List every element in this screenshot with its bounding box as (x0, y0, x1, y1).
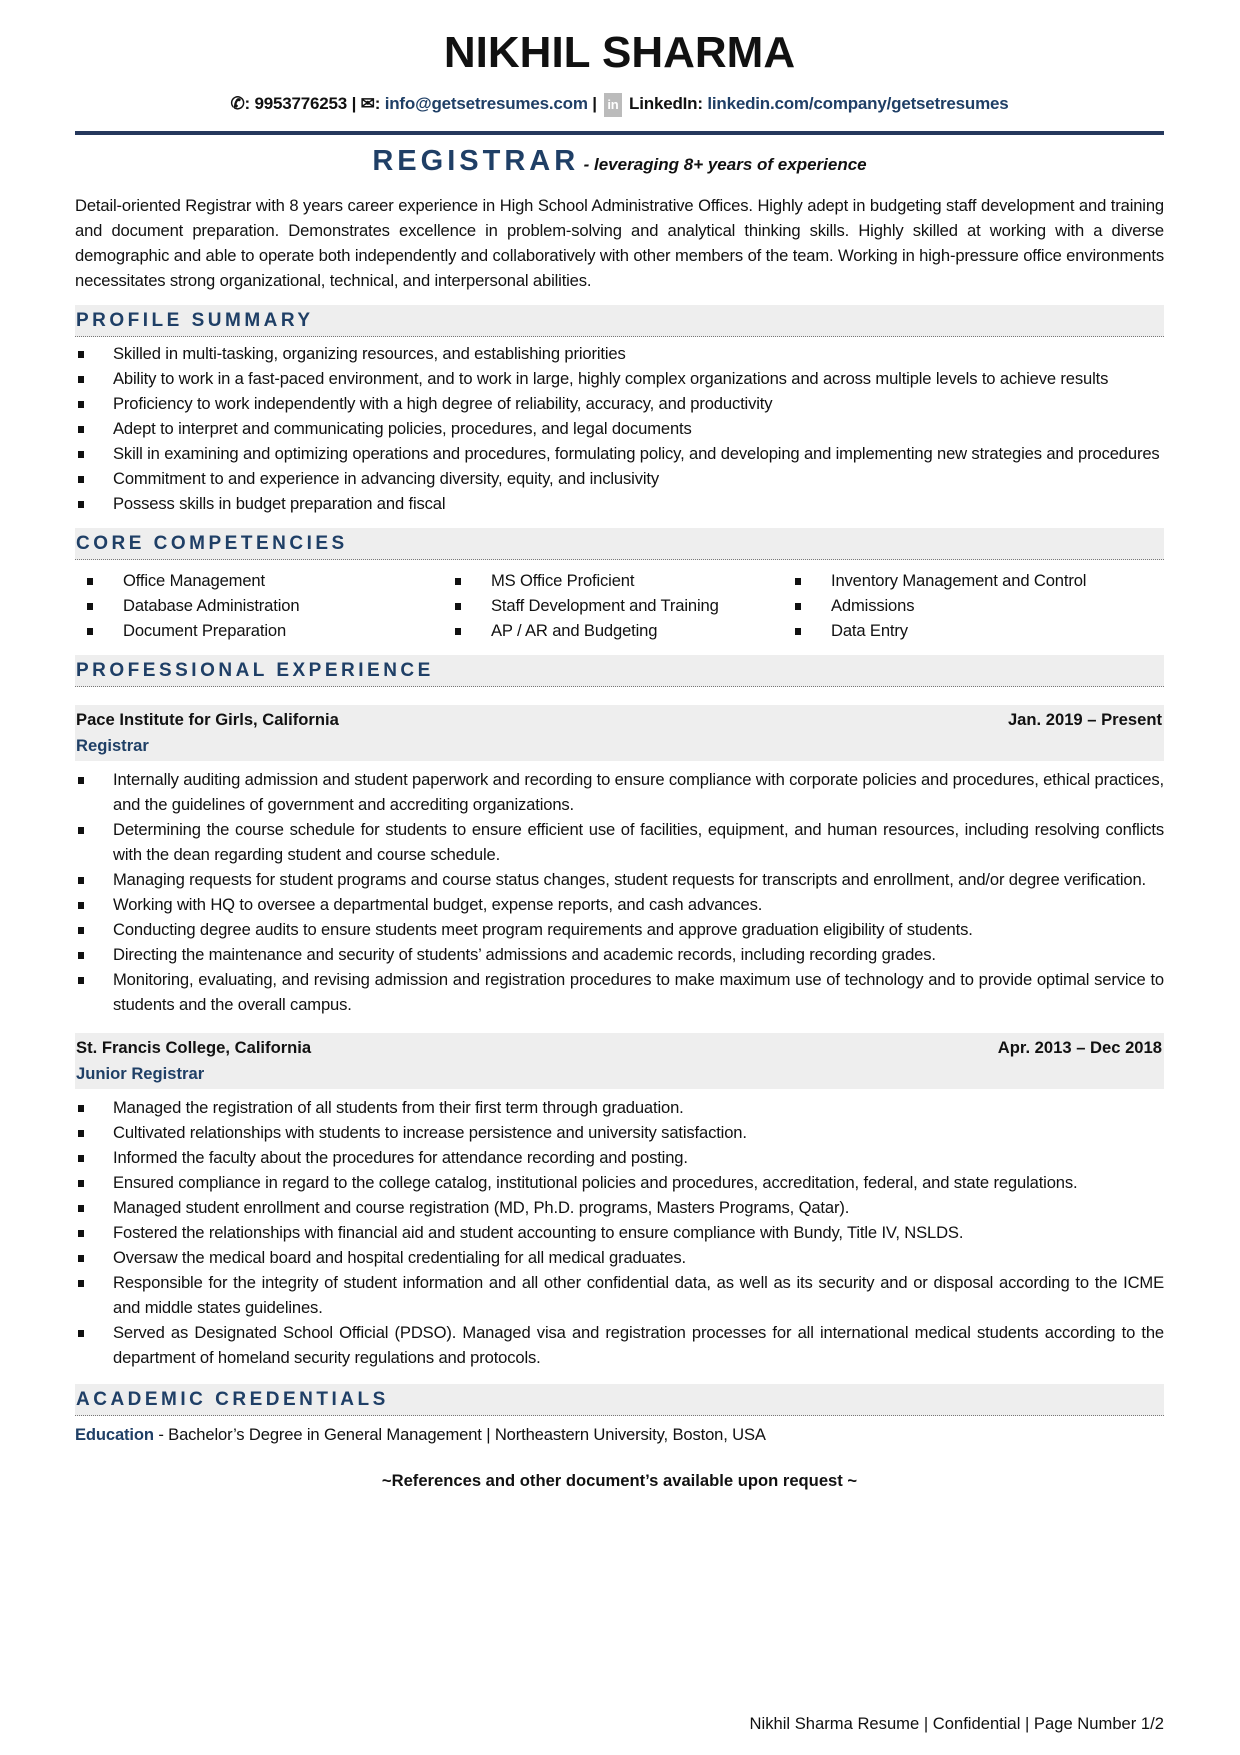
bullet-item: Commitment to and experience in advancing diversity, equity, and inclusivity (75, 466, 1164, 491)
role-tagline: - leveraging 8+ years of experience (583, 155, 867, 174)
bullet-item: Working with HQ to oversee a departmental budget, expense reports, and cash advances. (75, 892, 1164, 917)
phone-icon: ✆: (230, 94, 250, 113)
separator: | (351, 94, 357, 113)
profile-list (75, 341, 1164, 516)
job-dates: Jan. 2019 – Present (1007, 710, 1162, 729)
job-header (75, 705, 1164, 761)
education-entry (75, 1422, 1164, 1447)
section-title: PROFILE SUMMARY (76, 310, 314, 331)
section-title: ACADEMIC CREDENTIALS (76, 1389, 389, 1410)
bullet-item: Managed student enrollment and course registration (MD, Ph.D. programs, Masters Programs, Qatar). (75, 1195, 1164, 1220)
email-link[interactable]: info@getsetresumes.com (384, 94, 588, 113)
bullet-item: Directing the maintenance and security of students’ admissions and academic records, including recording grades. (75, 942, 1164, 967)
competency-column (75, 568, 443, 643)
bullet-item: Managed the registration of all students from their first term through graduation. (75, 1095, 1164, 1120)
references-note: ~References and other document’s available upon request ~ (381, 1471, 858, 1490)
bullet-item: Ability to work in a fast-paced environment, and to work in large, highly complex organizations and across multiple levels to achieve results (75, 366, 1164, 391)
bullet-item: Possess skills in budget preparation and fiscal (75, 491, 1164, 516)
bullet-item: Database Administration (75, 593, 443, 618)
bullet-item: Cultivated relationships with students to increase persistence and university satisfaction. (75, 1120, 1164, 1145)
bullet-item: Monitoring, evaluating, and revising admission and registration procedures to make maximum use of technology and to provide optimal service to students and the overall campus. (75, 967, 1164, 1017)
job-dates: Apr. 2013 – Dec 2018 (997, 1038, 1162, 1057)
job-position: Junior Registrar (76, 1064, 205, 1083)
email-icon: ✉: (360, 94, 381, 113)
bullet-item: Office Management (75, 568, 443, 593)
page-footer: Nikhil Sharma Resume | Confidential | Page Number 1/2 (749, 1714, 1164, 1733)
education-detail: - Bachelor’s Degree in General Management | Northeastern University, Boston, USA (153, 1425, 766, 1444)
bullet-item: Inventory Management and Control (783, 568, 1164, 593)
section-title: CORE COMPETENCIES (76, 533, 348, 554)
job-title (75, 145, 1164, 177)
job-duties (75, 1095, 1164, 1370)
bullet-item: Document Preparation (75, 618, 443, 643)
section-title: PROFESSIONAL EXPERIENCE (76, 660, 434, 681)
header-divider (75, 131, 1164, 135)
resume-page (75, 0, 1164, 1491)
bullet-item: Admissions (783, 593, 1164, 618)
job-position: Registrar (76, 736, 149, 755)
phone-number: 9953776253 (254, 94, 348, 113)
section-header-profile (75, 305, 1164, 337)
bullet-item: Fostered the relationships with financial aid and student accounting to ensure compliance with Bundy, Title IV, NSLDS. (75, 1220, 1164, 1245)
bullet-item: Skilled in multi-tasking, organizing resources, and establishing priorities (75, 341, 1164, 366)
contact-line (75, 92, 1164, 116)
experience-list (75, 705, 1164, 1370)
bullet-item: Informed the faculty about the procedures for attendance recording and posting. (75, 1145, 1164, 1170)
bullet-item: Responsible for the integrity of student information and all other confidential data, as well as its security and or disposal according to the ICME and middle states guidelines. (75, 1270, 1164, 1320)
linkedin-icon: in (604, 93, 621, 117)
bullet-item: AP / AR and Budgeting (443, 618, 783, 643)
education-label: Education (75, 1425, 154, 1444)
competencies-grid (75, 568, 1164, 643)
section-header-academic (75, 1384, 1164, 1416)
candidate-name: NIKHIL SHARMA (443, 28, 796, 77)
bullet-item: Data Entry (783, 618, 1164, 643)
bullet-item: Determining the course schedule for students to ensure efficient use of facilities, equipment, and human resources, including resolving conflicts with the dean regarding student and course schedule. (75, 817, 1164, 867)
bullet-item: Internally auditing admission and student paperwork and recording to ensure compliance with corporate policies and procedures, ethical practices, and the guidelines of government and accrediting organizations. (75, 767, 1164, 817)
linkedin-link[interactable]: linkedin.com/company/getsetresumes (707, 94, 1009, 113)
role-title: REGISTRAR (372, 145, 580, 177)
bullet-item: Proficiency to work independently with a high degree of reliability, accuracy, and productivity (75, 391, 1164, 416)
bullet-item: Managing requests for student programs and course status changes, student requests for transcripts and enrollment, and/or degree verification. (75, 867, 1164, 892)
job-header (75, 1033, 1164, 1089)
bullet-item: Oversaw the medical board and hospital credentialing for all medical graduates. (75, 1245, 1164, 1270)
bullet-item: Ensured compliance in regard to the college catalog, institutional policies and procedures, accreditation, federal, and state regulations. (75, 1170, 1164, 1195)
bullet-item: Staff Development and Training (443, 593, 783, 618)
bullet-item: Skill in examining and optimizing operations and procedures, formulating policy, and developing and implementing new strategies and procedures (75, 441, 1164, 466)
bullet-item: Adept to interpret and communicating policies, procedures, and legal documents (75, 416, 1164, 441)
job-duties (75, 767, 1164, 1017)
section-header-experience (75, 655, 1164, 687)
bullet-item: Served as Designated School Official (PDSO). Managed visa and registration processes for all international medical students according to the department of homeland security regulations and protocols. (75, 1320, 1164, 1370)
competency-column (443, 568, 783, 643)
summary-paragraph: Detail-oriented Registrar with 8 years career experience in High School Administrative Offices. Highly adept in budgeting staff development and training and document preparation. Demonstrates excellence in problem-solving and analytical thinking skills. Highly skilled at working with a diverse demographic and able to operate both independently and collaboratively with other members of the team. Working in high-pressure office environments necessitates strong organizational, technical, and interpersonal abilities. (75, 196, 1164, 290)
bullet-item: Conducting degree audits to ensure students meet program requirements and approve graduation eligibility of students. (75, 917, 1164, 942)
competency-column (783, 568, 1164, 643)
bullet-item: MS Office Proficient (443, 568, 783, 593)
company-name: St. Francis College, California (76, 1038, 312, 1057)
separator: | (592, 94, 597, 113)
section-header-competencies (75, 528, 1164, 560)
linkedin-label: LinkedIn: (629, 94, 703, 113)
company-name: Pace Institute for Girls, California (76, 710, 339, 729)
